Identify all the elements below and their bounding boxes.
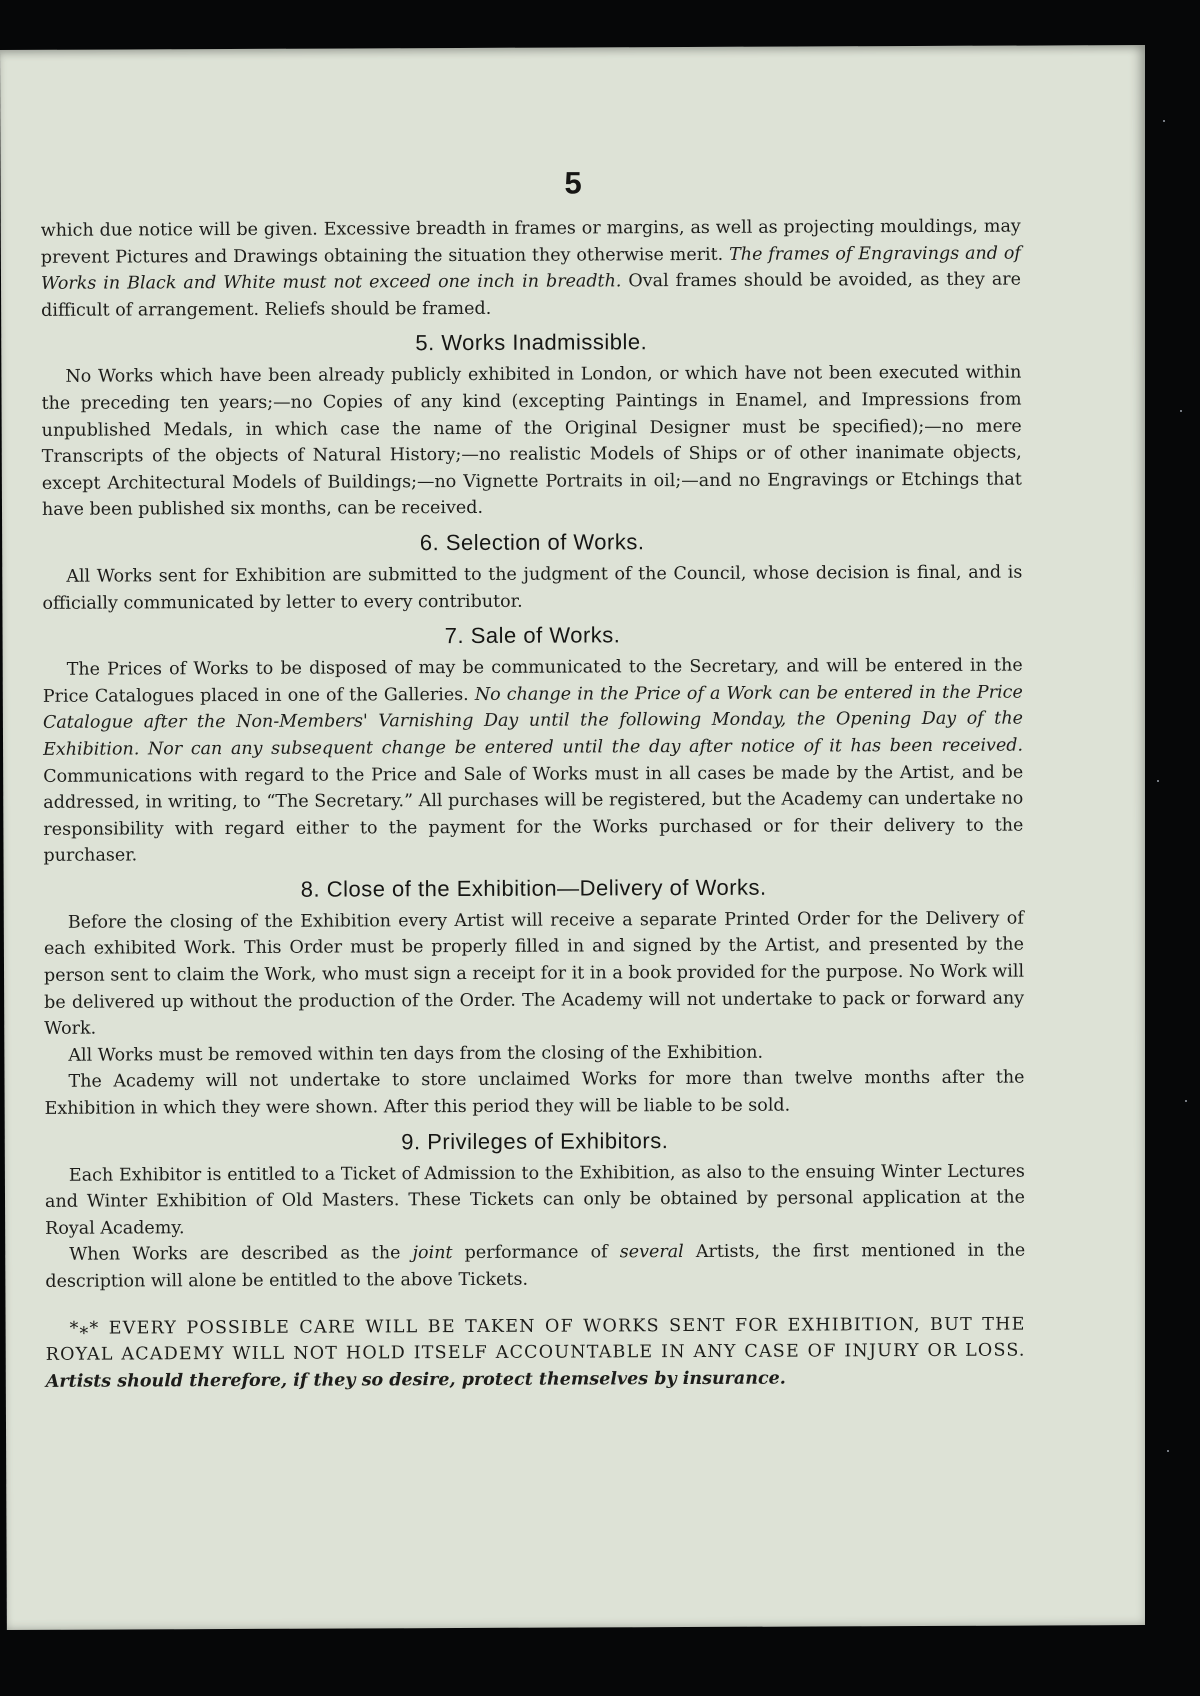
page-content <box>41 214 1026 1396</box>
section-heading-inadmissible: 5. Works Inadmissible. <box>415 329 648 356</box>
section-paragraph: Before the closing of the Exhibition every Artist will receive a separate Printed Order for the Delivery of each exhibited Work. This Order must be properly filled in and signed by the Artist, and presented by the person sent to claim the Work, who must sign a receipt for it in a book provided for the purpose. No Work will be delivered up without the production of the Order. The Academy will not undertake to pack or forward any Work. <box>43 908 1025 1040</box>
section-paragraph <box>43 653 1024 870</box>
intro-italic: The frames of Engravings and of Works in Black and White must not exceed one inch in breadth. <box>40 243 1021 295</box>
sale-text-end: Communications with regard to the Price and Sale of Works must in all cases be made by the Artist, and be addressed, in writing, to “The Secretary.” All purchases will be registered, but the Academy can undertake no responsibility with regard either to the payment for the Works purchased or for their delivery to the purchaser. <box>43 762 1024 867</box>
section-paragraph: All Works must be removed within ten days from the closing of the Exhibition. <box>68 1042 764 1066</box>
section-paragraph: All Works sent for Exhibition are submitted to the judgment of the Council, whose decision is final, and is officially communicated by letter to every contributor. <box>42 562 1023 614</box>
section-heading-close: 8. Close of the Exhibition—Delivery of Works. <box>300 874 767 902</box>
section-paragraph: Each Exhibitor is entitled to a Ticket of Admission to the Exhibition, as also to the ensuing Winter Lectures and Winter Exhibition of Old Masters. These Tickets can only be obtained by personal application at the Royal Academy. <box>44 1161 1026 1239</box>
page-number: 5 <box>564 165 582 201</box>
section-paragraph: No Works which have been already publicly exhibited in London, or which have not been executed within the preceding ten years;—no Copies of any kind (excepting Paintings in Enamel, and Impressions from unpublished Medals, in which case the name of the Original Designer must be specified);—no mere Transcripts of the objects of Natural History;—no realistic Models of Ships or of other inanimate objects, except Architectural Models of Buildings;—no Vignette Portraits in oil;—and no Engravings or Etchings that have been published six months, can be received. <box>41 362 1022 521</box>
privileges-text-start: When Works are described as the <box>69 1243 401 1266</box>
privileges-text-mid: performance of <box>464 1242 608 1264</box>
intro-paragraph <box>41 214 1021 325</box>
section-heading-sale: 7. Sale of Works. <box>444 622 621 649</box>
section-heading-selection: 6. Selection of Works. <box>419 529 645 556</box>
intro-text: which due notice will be given. Excessive breadth in frames or margins, as well as projecting mouldings, may prevent Pictures and Drawings obtaining the situation they otherwise merit. <box>40 216 1021 268</box>
dark-background-edge <box>1145 0 1200 1696</box>
privileges-text-end: Artists, the first mentioned in the description will alone be entitled to the above Tickets. <box>45 1240 1026 1292</box>
notice-caps: *⁎* EVERY POSSIBLE CARE WILL BE TAKEN OF WORKS SENT FOR EXHIBITION, BUT THE ROYAL ACADEMY WILL NOT HOLD ITSELF ACCOUNTABLE IN ANY CASE OF INJURY OR LOSS. <box>45 1314 1026 1366</box>
insurance-notice <box>46 1311 1026 1395</box>
section-paragraph: The Academy will not undertake to store unclaimed Works for more than twelve months after the Exhibition in which they were shown. After this period they will be liable to be sold. <box>44 1067 1025 1119</box>
notice-italic: Artists should therefore, if they so desire, protect themselves by insurance. <box>45 1368 786 1392</box>
section-paragraph <box>45 1238 1025 1295</box>
document-page <box>0 45 1152 1630</box>
privileges-joint: joint <box>412 1243 453 1264</box>
sale-text-italic: No change in the Price of a Work can be entered in the Price Catalogue after the Non-Members' Varnishing Day until the following Monday, the Opening Day of the Exhibition. Nor can any subsequent change be entered until the day after notice of it has been received. <box>42 682 1024 760</box>
sale-text-start: The Prices of Works to be disposed of may be communicated to the Secretary, and will be entered in the Price Catalogues placed in one of the Galleries. <box>42 655 1023 707</box>
privileges-several: several <box>619 1242 684 1263</box>
section-heading-privileges: 9. Privileges of Exhibitors. <box>401 1127 669 1154</box>
intro-tail: Oval frames should be avoided, as they are difficult of arrangement. Reliefs should be framed. <box>41 269 1022 321</box>
